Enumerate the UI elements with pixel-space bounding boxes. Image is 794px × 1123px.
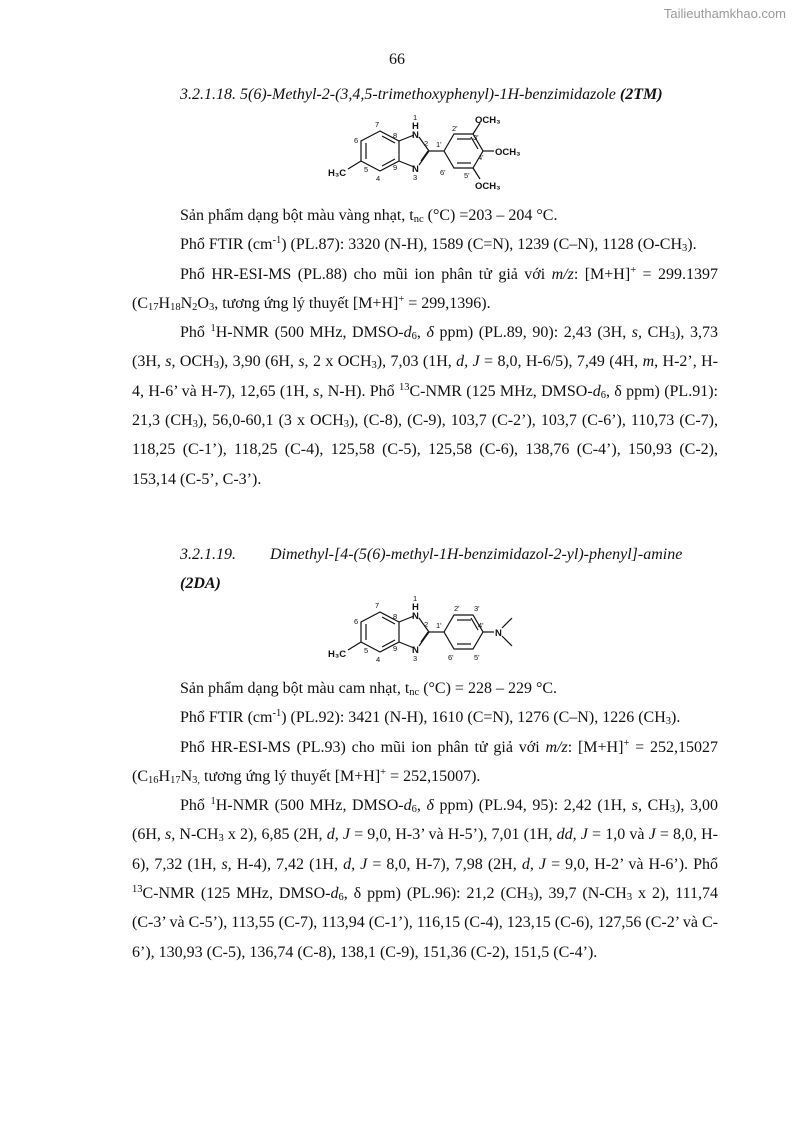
n1-label: N xyxy=(412,611,419,622)
atom-number: 8 xyxy=(393,612,398,621)
och3-top-label: OCH₃ xyxy=(475,115,501,126)
atom-number: 7 xyxy=(375,120,380,129)
atom-number: 6 xyxy=(354,617,359,626)
atom-number: 5' xyxy=(464,171,470,180)
nmr-paragraph: Phổ $^1$H-NMR (500 MHz, DMSO-$d_6$, δ ppm) (PL.94, 95): 2,42 (1H, s, $CH_3$), 3,00 (6H, s, $N-CH_3$ x 2), 6,85 (2H, d, J = 9,0, H-3’ và H-5’), 7,01 (1H, dd, J = 1,0 và J = 8,0, H-6), 7,32 (1H, s, H-4), 7,42 (1H, d, J = 8,0, H-7), 7,98 (2H, d, J = 9,0, H-2’ và H-6’). Phổ $^{13}$C-NMR (125 MHz, DMSO-$d_6$, δ ppm) (PL.96): 21,2 $(CH_3)$, 39,7 ($N-CH_3$ x 2), 111,74 (C-3’ và C-5’), 113,55 (C-7), 113,94 (C-1’), 116,15 (C-4), 123,15 (C-6), 127,56 (C-2’ và C-6’), 130,93 (C-5), 136,74 (C-8), 138,1 (C-9), 151,36 (C-2), 151,5 (C-4’). xyxy=(132,796,719,961)
ms-paragraph: Phổ HR-ESI-MS (PL.88) cho mũi ion phân tử giả với m/z: [M+H]+ = 299.1397 ($C_{17}H_{18}N_2O_3$, tương ứng lý thuyết [M+H]+ = 299,1396). xyxy=(132,264,719,313)
atom-number: 3' xyxy=(474,604,480,613)
page-number: 66 xyxy=(389,51,405,68)
atom-number: 2' xyxy=(452,124,458,133)
compound2-body xyxy=(132,674,718,967)
atom-number: 7 xyxy=(375,601,380,610)
atom-number: 1 xyxy=(413,113,418,122)
atom-number: 3 xyxy=(413,654,418,663)
atom-number: 4 xyxy=(376,655,381,664)
compound1-structure xyxy=(320,113,530,195)
atom-number: 5 xyxy=(364,165,369,174)
compound2-heading: 3.2.1.19. Dimethyl-[4-(5(6)-methyl-1H-benzimidazol-2-yl)-phenyl]-amine (2DA) xyxy=(180,546,683,592)
atom-number: 1' xyxy=(436,621,442,630)
n1-label: N xyxy=(412,130,419,141)
product-description: Sản phẩm dạng bột màu cam nhạt, $t_{nc}$ (°C) = 228 – 229 °C. xyxy=(180,680,558,698)
compound1-body xyxy=(132,201,718,494)
n3-label: N xyxy=(412,645,419,656)
och3-mid-label: OCH₃ xyxy=(495,147,521,158)
atom-number: 9 xyxy=(393,163,398,172)
nmr-paragraph: Phổ $^1$H-NMR (500 MHz, DMSO-$d_6$, δ ppm) (PL.89, 90): 2,43 (3H, s, $CH_3$), 3,73 (3H, s, $OCH_3$), 3,90 (6H, s, 2 x $OCH_3$), 7,03 (1H, d, J = 8,0, H-6/5), 7,49 (4H, m, H-2’, H-4, H-6’ và H-7), 12,65 (1H, s, N-H). Phổ $^{13}$C-NMR (125 MHz, DMSO-$d_6$, δ ppm) (PL.91): 21,3 $(CH_3)$, 56,0-60,1 (3 x $OCH_3$), (C-8), (C-9), 103,7 (C-2’), 103,7 (C-6’), 110,73 (C-7), 118,25 (C-1’), 118,25 (C-4), 125,58 (C-5), 125,58 (C-6), 138,76 (C-4’), 150,93 (C-2), 153,14 (C-5’, C-3’). xyxy=(132,323,719,488)
atom-number: 1' xyxy=(436,140,442,149)
atom-number: 5 xyxy=(364,646,369,655)
ch3-label: H₃C xyxy=(328,649,347,660)
h1-label: H xyxy=(412,602,419,613)
atom-number: 6 xyxy=(354,136,359,145)
ch3-label: H₃C xyxy=(328,168,347,179)
atom-number: 2 xyxy=(424,620,429,629)
atom-number: 8 xyxy=(393,131,398,140)
atom-number: 6' xyxy=(440,168,446,177)
n3-label: N xyxy=(412,164,419,175)
atom-number: 3 xyxy=(413,173,418,182)
och3-bot-label: OCH₃ xyxy=(475,181,501,192)
h1-label: H xyxy=(412,121,419,132)
watermark: Tailieuthamkhao.com xyxy=(663,6,786,21)
atom-number: 4' xyxy=(478,153,484,162)
atom-number: 2 xyxy=(424,139,429,148)
product-description: Sản phẩm dạng bột màu vàng nhạt, $t_{nc}$ (°C) =203 – 204 °C. xyxy=(180,207,558,225)
amine-n-label: N xyxy=(495,628,502,639)
atom-number: 5' xyxy=(474,653,480,662)
ftir-paragraph: Phổ FTIR $(cm^{-1})$ (PL.92): 3421 (N-H), 1610 (C=N), 1276 (C–N), 1226 $(CH_3)$. xyxy=(180,708,681,728)
compound2-structure xyxy=(320,594,530,668)
atom-number: 1 xyxy=(413,594,418,603)
atom-number: 2' xyxy=(454,604,460,613)
atom-number: 4' xyxy=(478,621,484,630)
atom-number: 9 xyxy=(393,644,398,653)
ftir-paragraph: Phổ FTIR $(cm^{-1})$ (PL.87): 3320 (N-H), 1589 (C=N), 1239 (C–N), 1128 $(O-CH_3)$. xyxy=(180,235,697,255)
compound1-heading: 3.2.1.18. 5(6)-Methyl-2-(3,4,5-trimethoxyphenyl)-1H-benzimidazole (2TM) xyxy=(180,86,663,103)
atom-number: 4 xyxy=(376,174,381,183)
ms-paragraph: Phổ HR-ESI-MS (PL.93) cho mũi ion phân tử giả với m/z: [M+H]+ = 252,15027 ($C_{16}H_{17}N_{3,}$ tương ứng lý thuyết [M+H]+ = 252,15007). xyxy=(132,737,718,786)
atom-number: 6' xyxy=(448,653,454,662)
atom-number: 3' xyxy=(473,133,479,142)
